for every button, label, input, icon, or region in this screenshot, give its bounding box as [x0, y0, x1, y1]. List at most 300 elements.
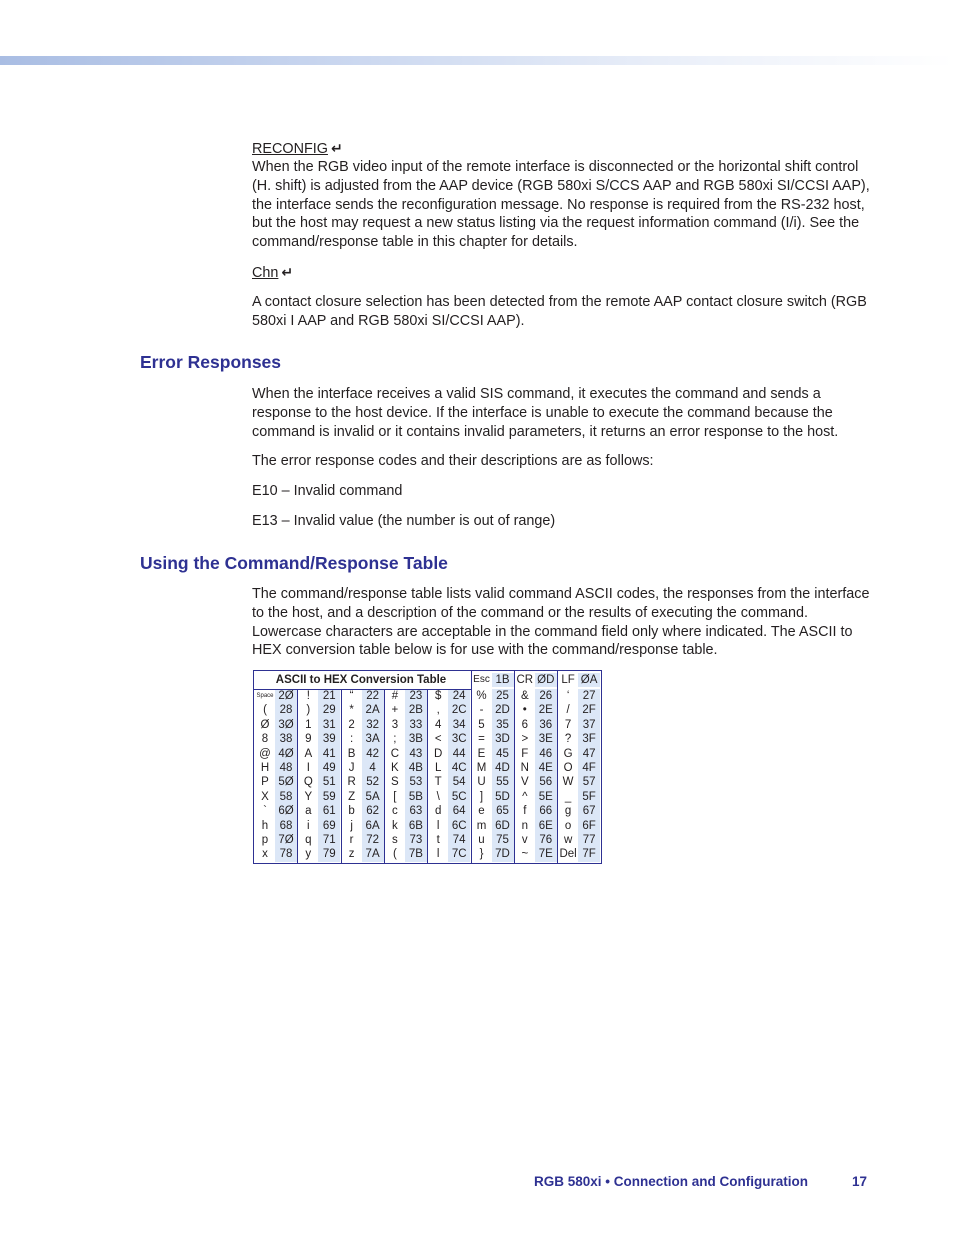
ascii-char: 3	[391, 718, 399, 731]
ascii-column	[298, 689, 340, 862]
ascii-hex: ØD	[535, 673, 557, 687]
ascii-hex: 6Ø	[275, 804, 297, 818]
header-gradient-bar	[0, 56, 954, 65]
ascii-entry	[428, 790, 470, 804]
ascii-entry	[255, 732, 297, 746]
chn-description: A contact closure selection has been detected from the remote AAP contact closure switch (RGB 580xi I AAP and RGB 580xi SI/CCSI AAP).	[252, 294, 867, 329]
ascii-char: !	[306, 690, 310, 702]
error-codes-intro: The error response codes and their descriptions are as follows:	[252, 453, 654, 469]
ascii-char: 7	[564, 718, 572, 731]
ascii-char: }	[479, 848, 484, 861]
ascii-entry	[298, 761, 340, 775]
ascii-char: B	[347, 747, 356, 760]
ascii-char: T	[434, 776, 442, 789]
ascii-char: x	[262, 848, 268, 861]
ascii-hex: 3A	[362, 732, 384, 746]
ascii-entry	[515, 703, 557, 717]
ascii-entry	[342, 732, 384, 746]
ascii-char: k	[392, 819, 398, 832]
ascii-entry	[342, 761, 384, 775]
column-divider	[514, 671, 515, 863]
ascii-hex: 4B	[405, 761, 427, 775]
ascii-entry	[515, 847, 557, 861]
ascii-hex: 31	[318, 718, 340, 732]
ascii-entry	[342, 847, 384, 861]
column-divider	[341, 689, 342, 863]
ascii-char: Space	[256, 693, 274, 699]
ascii-hex: 64	[448, 804, 470, 818]
ascii-char: n	[521, 819, 528, 832]
ascii-entry	[298, 718, 340, 732]
ascii-hex: ØA	[578, 673, 600, 687]
ascii-entry	[385, 732, 427, 746]
ascii-hex: 5A	[362, 790, 384, 804]
ascii-entry	[255, 689, 297, 703]
ascii-hex: 52	[362, 775, 384, 789]
ascii-hex: 51	[318, 775, 340, 789]
chn-command-label: Chn	[252, 265, 279, 281]
ascii-hex: 21	[318, 689, 340, 703]
ascii-char: 2	[348, 718, 355, 731]
ascii-char: p	[261, 833, 269, 846]
ascii-hex: 49	[318, 761, 340, 775]
ascii-hex: 26	[535, 689, 557, 703]
ascii-char: 4	[434, 718, 442, 731]
ascii-char: Del	[559, 848, 577, 861]
ascii-hex: 54	[448, 775, 470, 789]
ascii-char: q	[305, 833, 312, 846]
ascii-char: Z	[348, 790, 356, 803]
ascii-char: [	[393, 790, 397, 803]
ascii-entry	[385, 689, 427, 703]
ascii-hex: 56	[535, 775, 557, 789]
ascii-char: %	[476, 690, 487, 702]
column-divider	[384, 689, 385, 863]
enter-icon: ↵	[281, 264, 294, 280]
ascii-char: *	[349, 704, 354, 717]
ascii-entry	[472, 804, 514, 818]
ascii-char: (	[263, 704, 267, 717]
ascii-entry	[558, 689, 600, 703]
ascii-hex: 77	[578, 833, 600, 847]
ascii-entry	[515, 790, 557, 804]
ascii-hex: 27	[578, 689, 600, 703]
ascii-char: y	[305, 848, 312, 861]
ascii-char: )	[306, 704, 311, 717]
ascii-entry	[428, 747, 470, 761]
ascii-hex: 2Ø	[275, 689, 297, 703]
ascii-hex: 34	[448, 718, 470, 732]
ascii-hex: 5Ø	[275, 775, 297, 789]
ascii-char: e	[478, 805, 485, 818]
ascii-char: S	[391, 776, 399, 789]
ascii-char: ‘	[566, 690, 570, 702]
ascii-hex: 28	[275, 703, 297, 717]
ascii-char: z	[348, 848, 355, 861]
ascii-char: <	[434, 733, 442, 746]
ascii-entry	[342, 790, 384, 804]
ascii-char: (	[392, 848, 397, 861]
ascii-entry	[515, 819, 557, 833]
ascii-hex: 6D	[492, 819, 514, 833]
ascii-entry	[298, 833, 340, 847]
ascii-char: 1	[305, 718, 312, 731]
ascii-char: :	[349, 733, 354, 746]
ascii-char: 9	[305, 733, 312, 746]
ascii-entry	[558, 775, 600, 789]
ascii-char: -	[479, 704, 484, 717]
error-responses-paragraph: When the interface receives a valid SIS command, it executes the command and sends a response to the host device. If the interface is unable to execute the command because the command is invalid or it contains invalid parameters, it returns an error response to the host.	[252, 386, 839, 440]
ascii-entry	[385, 761, 427, 775]
ascii-entry	[342, 703, 384, 717]
ascii-hex-table	[253, 670, 602, 864]
ascii-entry	[298, 819, 340, 833]
ascii-column	[515, 689, 557, 862]
ascii-char: ~	[521, 848, 529, 861]
ascii-entry	[558, 732, 600, 746]
ascii-hex: 5B	[405, 790, 427, 804]
ascii-hex: 7F	[578, 847, 600, 861]
ascii-hex: 32	[362, 718, 384, 732]
ascii-hex: 4E	[535, 761, 557, 775]
ascii-hex: 4F	[578, 761, 600, 775]
ascii-hex: 65	[492, 804, 514, 818]
ascii-char: W	[562, 776, 574, 789]
reconfig-command-label: RECONFIG	[252, 141, 328, 157]
ascii-entry	[472, 761, 514, 775]
ascii-char: w	[563, 833, 573, 846]
ascii-hex: 62	[362, 804, 384, 818]
chn-command	[252, 263, 872, 283]
ascii-char: “	[349, 690, 354, 702]
ascii-char: a	[305, 805, 312, 818]
page-number: 17	[852, 1174, 868, 1189]
ascii-hex: 44	[448, 747, 470, 761]
ascii-entry	[472, 790, 514, 804]
ascii-entry	[472, 703, 514, 717]
ascii-entry	[385, 703, 427, 717]
ascii-char: `	[263, 805, 267, 818]
error-code-e13: E13 – Invalid value (the number is out of range)	[252, 513, 556, 529]
ascii-entry	[558, 747, 600, 761]
ascii-hex: 5E	[535, 790, 557, 804]
ascii-hex: 7D	[492, 847, 514, 861]
footer-title: RGB 580xi • Connection and Configuration	[534, 1174, 808, 1189]
ascii-entry	[558, 761, 600, 775]
ascii-char: 8	[261, 733, 269, 746]
ascii-entry	[385, 718, 427, 732]
ascii-entry	[558, 847, 600, 861]
ascii-char: 5	[478, 718, 485, 731]
ascii-hex: 57	[578, 775, 600, 789]
ascii-entry	[385, 775, 427, 789]
ascii-char: c	[392, 805, 398, 818]
ascii-entry	[342, 689, 384, 703]
ascii-entry	[515, 718, 557, 732]
ascii-char: g	[564, 805, 572, 818]
ascii-char: L	[434, 761, 442, 774]
ascii-entry	[255, 790, 297, 804]
ascii-char: l	[436, 819, 440, 832]
ascii-hex: 6C	[448, 819, 470, 833]
ascii-char: E	[477, 747, 486, 760]
ascii-entry	[515, 732, 557, 746]
ascii-entry	[428, 689, 470, 703]
ascii-char: t	[436, 833, 440, 846]
ascii-entry	[255, 761, 297, 775]
ascii-entry	[428, 703, 470, 717]
ascii-entry	[385, 790, 427, 804]
ascii-entry	[255, 775, 297, 789]
ascii-char: m	[476, 819, 487, 832]
ascii-entry	[472, 732, 514, 746]
ascii-entry	[385, 847, 427, 861]
ascii-table-title: ASCII to HEX Conversion Table	[275, 674, 447, 686]
ascii-entry	[298, 689, 340, 703]
ascii-char: Esc	[473, 674, 490, 685]
ascii-entry	[515, 775, 557, 789]
ascii-char: d	[434, 805, 442, 818]
ascii-char: Ø	[260, 718, 270, 731]
ascii-char: v	[521, 833, 528, 846]
ascii-char: P	[261, 776, 269, 789]
ascii-entry	[472, 747, 514, 761]
ascii-hex: 3D	[492, 732, 514, 746]
ascii-hex: 38	[275, 732, 297, 746]
ascii-hex: 37	[578, 718, 600, 732]
ascii-char: O	[563, 761, 573, 774]
ascii-char: $	[434, 690, 442, 702]
ascii-hex: 39	[318, 732, 340, 746]
ascii-char: b	[348, 805, 355, 818]
ascii-char: Q	[303, 776, 313, 789]
ascii-hex: 35	[492, 718, 514, 732]
ascii-char: F	[521, 747, 529, 760]
column-divider	[557, 671, 558, 863]
ascii-hex: 5F	[578, 790, 600, 804]
reconfig-description: When the RGB video input of the remote interface is disconnected or the horizontal shift control (H. shift) is adjusted from the AAP device (RGB 580xi S/CCS AAP and RGB 580xi SI/CCSI AAP), the interface sends the reconfiguration message. No response is required from the RS-232 host, but the host may request a new status listing via the request information command (I/i). See the command/response table in this chapter for details.	[252, 159, 870, 251]
ascii-hex: 68	[275, 819, 297, 833]
ascii-entry	[515, 689, 557, 703]
ascii-hex: 66	[535, 804, 557, 818]
ascii-char: >	[521, 733, 529, 746]
ascii-hex: 7Ø	[275, 833, 297, 847]
ascii-char: X	[261, 790, 269, 803]
ascii-hex: 41	[318, 747, 340, 761]
ascii-entry	[342, 804, 384, 818]
ascii-entry	[472, 775, 514, 789]
ascii-special-header	[558, 673, 600, 687]
ascii-hex: 4Ø	[275, 747, 297, 761]
ascii-hex: 2E	[535, 703, 557, 717]
ascii-char: +	[391, 704, 399, 717]
column-divider	[427, 689, 428, 863]
ascii-hex: 22	[362, 689, 384, 703]
ascii-hex: 75	[492, 833, 514, 847]
ascii-hex: 76	[535, 833, 557, 847]
ascii-special-header	[472, 673, 514, 687]
ascii-hex: 71	[318, 833, 340, 847]
ascii-entry	[255, 747, 297, 761]
ascii-column	[472, 689, 514, 862]
ascii-char: &	[520, 690, 529, 702]
ascii-hex: 7C	[448, 847, 470, 861]
ascii-hex: 3Ø	[275, 718, 297, 732]
ascii-entry	[298, 790, 340, 804]
ascii-char: _	[564, 790, 572, 803]
ascii-char: ,	[436, 704, 440, 717]
ascii-entry	[298, 804, 340, 818]
ascii-entry	[255, 804, 297, 818]
ascii-hex: 6E	[535, 819, 557, 833]
ascii-hex: 59	[318, 790, 340, 804]
ascii-entry	[428, 732, 470, 746]
column-divider	[471, 671, 472, 863]
ascii-entry	[385, 833, 427, 847]
ascii-hex: 46	[535, 747, 557, 761]
ascii-char: Y	[304, 790, 313, 803]
ascii-hex: 2A	[362, 703, 384, 717]
ascii-entry	[255, 819, 297, 833]
ascii-entry	[472, 833, 514, 847]
ascii-hex: 45	[492, 747, 514, 761]
ascii-entry	[515, 833, 557, 847]
ascii-entry	[255, 703, 297, 717]
ascii-char: 6	[521, 718, 528, 731]
ascii-hex: 74	[448, 833, 470, 847]
ascii-entry	[558, 790, 600, 804]
ascii-char: r	[349, 833, 354, 846]
ascii-hex: 3F	[578, 732, 600, 746]
ascii-char: \	[436, 790, 440, 803]
ascii-hex: 6A	[362, 819, 384, 833]
ascii-hex: 24	[448, 689, 470, 703]
ascii-char: ]	[479, 790, 484, 803]
ascii-column	[255, 689, 297, 862]
ascii-char: j	[350, 819, 353, 832]
ascii-entry	[342, 747, 384, 761]
ascii-hex: 1B	[492, 673, 514, 687]
ascii-char: LF	[561, 674, 575, 686]
ascii-entry	[342, 833, 384, 847]
ascii-hex: 3B	[405, 732, 427, 746]
ascii-hex: 5D	[492, 790, 514, 804]
ascii-entry	[342, 718, 384, 732]
ascii-hex: 3E	[535, 732, 557, 746]
ascii-hex: 4D	[492, 761, 514, 775]
ascii-hex: 58	[275, 790, 297, 804]
header-divider	[254, 689, 471, 690]
ascii-entry	[255, 718, 297, 732]
ascii-char: D	[434, 747, 443, 760]
ascii-char: J	[348, 761, 355, 774]
ascii-hex: 69	[318, 819, 340, 833]
ascii-char: u	[478, 833, 485, 846]
ascii-hex: 6B	[405, 819, 427, 833]
ascii-hex: 55	[492, 775, 514, 789]
ascii-entry	[342, 775, 384, 789]
ascii-char: U	[477, 776, 486, 789]
ascii-hex: 7E	[535, 847, 557, 861]
ascii-entry	[472, 847, 514, 861]
ascii-char: R	[347, 776, 356, 789]
ascii-char: G	[563, 747, 573, 760]
ascii-hex: 73	[405, 833, 427, 847]
ascii-entry	[515, 804, 557, 818]
ascii-char: l	[436, 848, 440, 861]
ascii-char: V	[520, 776, 529, 789]
ascii-entry	[255, 847, 297, 861]
ascii-entry	[298, 747, 340, 761]
ascii-entry	[255, 833, 297, 847]
ascii-column	[342, 689, 384, 862]
ascii-special-header	[515, 673, 557, 687]
ascii-entry	[385, 804, 427, 818]
ascii-hex: 42	[362, 747, 384, 761]
ascii-entry	[298, 847, 340, 861]
ascii-hex: 67	[578, 804, 600, 818]
ascii-char: =	[478, 733, 485, 746]
ascii-hex: 78	[275, 847, 297, 861]
ascii-char: i	[307, 819, 310, 832]
ascii-char: N	[520, 761, 529, 774]
ascii-char: f	[523, 805, 527, 818]
ascii-entry	[515, 761, 557, 775]
ascii-char: ?	[564, 733, 572, 746]
ascii-column	[385, 689, 427, 862]
enter-icon: ↵	[330, 140, 343, 156]
ascii-entry	[428, 819, 470, 833]
ascii-entry	[428, 761, 470, 775]
ascii-char: K	[391, 761, 399, 774]
ascii-hex: 25	[492, 689, 514, 703]
ascii-entry	[558, 819, 600, 833]
ascii-char: o	[564, 819, 572, 832]
ascii-hex: 4	[362, 761, 384, 775]
using-table-paragraph: The command/response table lists valid command ASCII codes, the responses from the interface to the host, and a description of the command or the results of executing the command. Lowercase characters are acceptable in the command field only where indicated. The ASCII to HEX conversion table below is for use with the command/response table.	[252, 586, 870, 659]
ascii-hex: 3C	[448, 732, 470, 746]
ascii-column	[428, 689, 470, 862]
ascii-entry	[558, 833, 600, 847]
ascii-char: H	[260, 761, 270, 774]
ascii-hex: 2F	[578, 703, 600, 717]
ascii-char: A	[304, 747, 313, 760]
ascii-hex: 47	[578, 747, 600, 761]
ascii-char: /	[566, 704, 570, 717]
ascii-char: ^	[522, 790, 528, 803]
ascii-hex: 72	[362, 833, 384, 847]
ascii-entry	[515, 747, 557, 761]
ascii-char: s	[392, 833, 398, 846]
ascii-hex: 79	[318, 847, 340, 861]
error-code-e10: E10 – Invalid command	[252, 483, 403, 499]
ascii-char: •	[522, 704, 527, 717]
ascii-hex: 53	[405, 775, 427, 789]
ascii-entry	[342, 819, 384, 833]
ascii-entry	[428, 718, 470, 732]
ascii-hex: 4C	[448, 761, 470, 775]
ascii-hex: 7A	[362, 847, 384, 861]
ascii-hex: 23	[405, 689, 427, 703]
ascii-hex: 63	[405, 804, 427, 818]
ascii-char: CR	[516, 674, 534, 686]
ascii-char: C	[390, 747, 400, 760]
ascii-entry	[298, 732, 340, 746]
ascii-entry	[298, 775, 340, 789]
ascii-hex: 48	[275, 761, 297, 775]
ascii-hex: 2D	[492, 703, 514, 717]
ascii-entry	[428, 804, 470, 818]
